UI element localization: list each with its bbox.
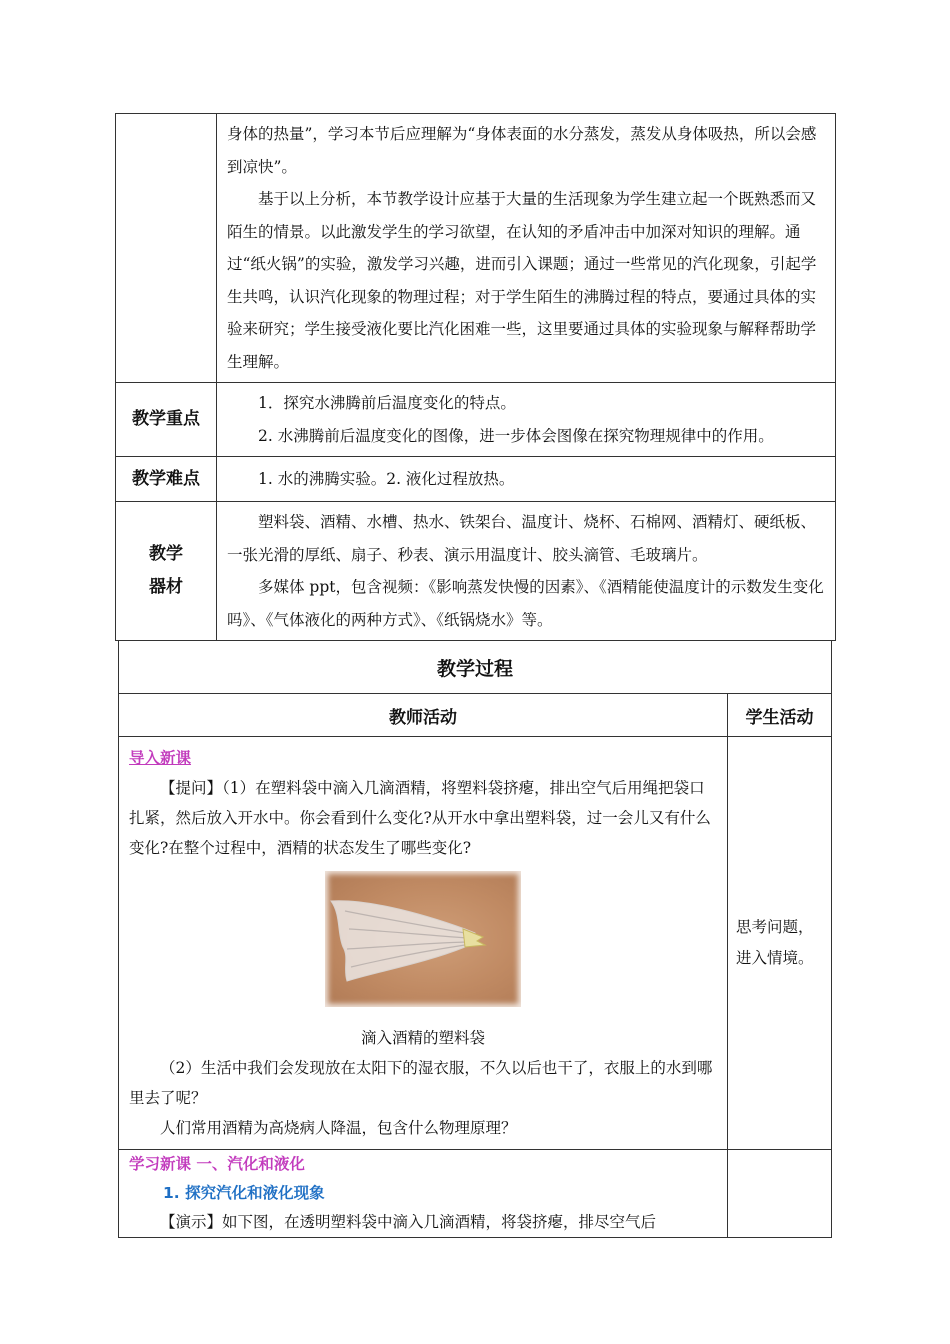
difficulties-text: 1. 水的沸腾实验。2. 液化过程放热。 [258, 469, 515, 488]
question-text: （1）在塑料袋中滴入几滴酒精，将塑料袋挤瘪，排出空气后用绳把袋口扎紧，然后放入开水中。你会看到什么变化?从开水中拿出塑料袋，过一会儿又有什么变化?在整个过程中，酒精的状态发生了哪些变化? [129, 779, 711, 857]
key-point: 2. 水沸腾前后温度变化的图像，进一步体会图像在探究物理规律中的作用。 [258, 426, 774, 445]
difficulties-cell [217, 457, 836, 502]
materials-text: 塑料袋、酒精、水槽、热水、铁架台、温度计、烧杯、石棉网、酒精灯、硬纸板、一张光滑的厚纸、扇子、秒表、演示用温度计、胶头滴管、毛玻璃片。 [227, 513, 817, 564]
difficulties-row [116, 457, 836, 502]
materials-cell [217, 502, 836, 641]
teacher-activity-header: 教师活动 [119, 694, 728, 737]
demo-tag: 【演示】 [160, 1213, 223, 1231]
image-caption: 滴入酒精的塑料袋 [360, 1029, 485, 1047]
intro-question-1 [129, 773, 717, 863]
intro-question-3: 人们常用酒精为高烧病人降温，包含什么物理原理？ [160, 1119, 517, 1137]
key-point: 1．探究水沸腾前后温度变化的特点。 [258, 394, 516, 412]
demo-text [129, 1208, 717, 1237]
key-points-label: 教学重点 [116, 383, 217, 457]
process-title: 教学过程 [119, 641, 832, 694]
plastic-bag-figure [129, 863, 717, 1017]
intro-teacher-cell [119, 737, 728, 1150]
plastic-bag-image [325, 871, 521, 1007]
materials-row [116, 502, 836, 641]
analysis-paragraph: 身体的热量”，学习本节后应理解为“身体表面的水分蒸发，蒸发从身体吸热，所以会感到凉快”。 [227, 125, 817, 176]
question-tag: 【提问】 [160, 779, 223, 797]
empty-label-cell [116, 114, 217, 383]
analysis-row [116, 114, 836, 383]
analysis-cell [217, 114, 836, 383]
intro-heading: 导入新课 [129, 749, 192, 767]
demo-body: 如下图，在透明塑料袋中滴入几滴酒精，将袋挤瘪，排尽空气后 [222, 1213, 657, 1231]
new-lesson-student-cell [728, 1150, 832, 1238]
process-header-row [119, 694, 832, 737]
new-lesson-subheading: 1. 探究汽化和液化现象 [163, 1184, 325, 1202]
materials-label-line: 教学 [149, 544, 183, 564]
plastic-bag-photo [325, 871, 521, 1007]
lesson-info-table [115, 113, 836, 641]
new-lesson-teacher-cell [119, 1150, 728, 1238]
intro-student-cell: 思考问题，进入情境。 [728, 737, 832, 1150]
key-points-cell [217, 383, 836, 457]
difficulties-label: 教学难点 [116, 457, 217, 502]
process-title-row [119, 641, 832, 694]
student-activity-header: 学生活动 [728, 694, 832, 737]
new-lesson-heading: 学习新课 一、汽化和液化 [129, 1155, 305, 1173]
intro-row [119, 737, 832, 1150]
analysis-paragraph: 基于以上分析，本节教学设计应基于大量的生活现象为学生建立起一个既熟悉而又陌生的情景。以此激发学生的学习欲望，在认知的矛盾冲击中加深对知识的理解。通过“纸火锅”的实验，激发学习兴趣，进而引入课题；通过一些常见的汽化现象，引起学生共鸣，认识汽化现象的物理过程；对于学生陌生的沸腾过程的特点，要通过具体的实验来研究；学生接受液化要比汽化困难一些，这里要通过具体的实验现象与解释帮助学生理解。 [227, 190, 817, 371]
new-lesson-row [119, 1150, 832, 1238]
key-points-row [116, 383, 836, 457]
materials-label-line: 器材 [149, 577, 183, 597]
intro-question-2: （2）生活中我们会发现放在太阳下的湿衣服，不久以后也干了，衣服上的水到哪里去了呢？ [129, 1059, 713, 1107]
materials-text: 多媒体 ppt，包含视频：《影响蒸发快慢的因素》、《酒精能使温度计的示数发生变化吗》、《气体液化的两种方式》、《纸锅烧水》等。 [227, 578, 824, 629]
materials-label [116, 502, 217, 641]
teaching-process-table [118, 640, 832, 1238]
